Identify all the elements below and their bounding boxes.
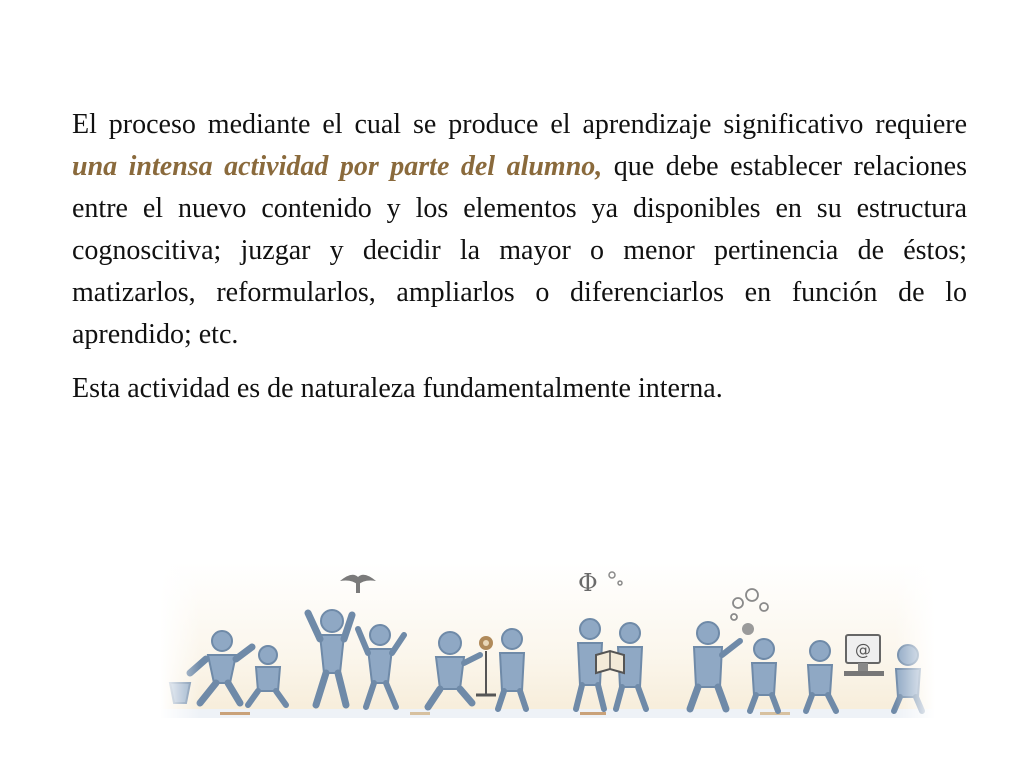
paragraph-lead: El proceso mediante el cual se produce el aprendizaje significativo requiere	[72, 109, 967, 140]
banner-bottom-strip	[160, 709, 935, 718]
paragraph-rest: que debe establecer relaciones entre el nuevo contenido y los elementos ya disponibles en su estructura cognoscitiva; juzgar y decidir la mayor o menor pertinencia de éstos; matizarlos, reformularlos, ampliarlos o diferenciarlos en función de lo aprendido; etc.	[72, 151, 967, 350]
paragraph-emphasis: una intensa actividad por parte del alumno,	[72, 151, 603, 182]
illustration-banner	[160, 563, 935, 718]
illustration-svg	[160, 563, 935, 718]
paragraph-main	[72, 104, 967, 356]
svg-text:@: @	[855, 640, 871, 659]
svg-text:Φ: Φ	[578, 569, 598, 597]
slide-text	[72, 104, 967, 410]
paragraph-secondary: Esta actividad es de naturaleza fundamentalmente interna.	[72, 373, 723, 404]
book-icon	[596, 651, 624, 673]
